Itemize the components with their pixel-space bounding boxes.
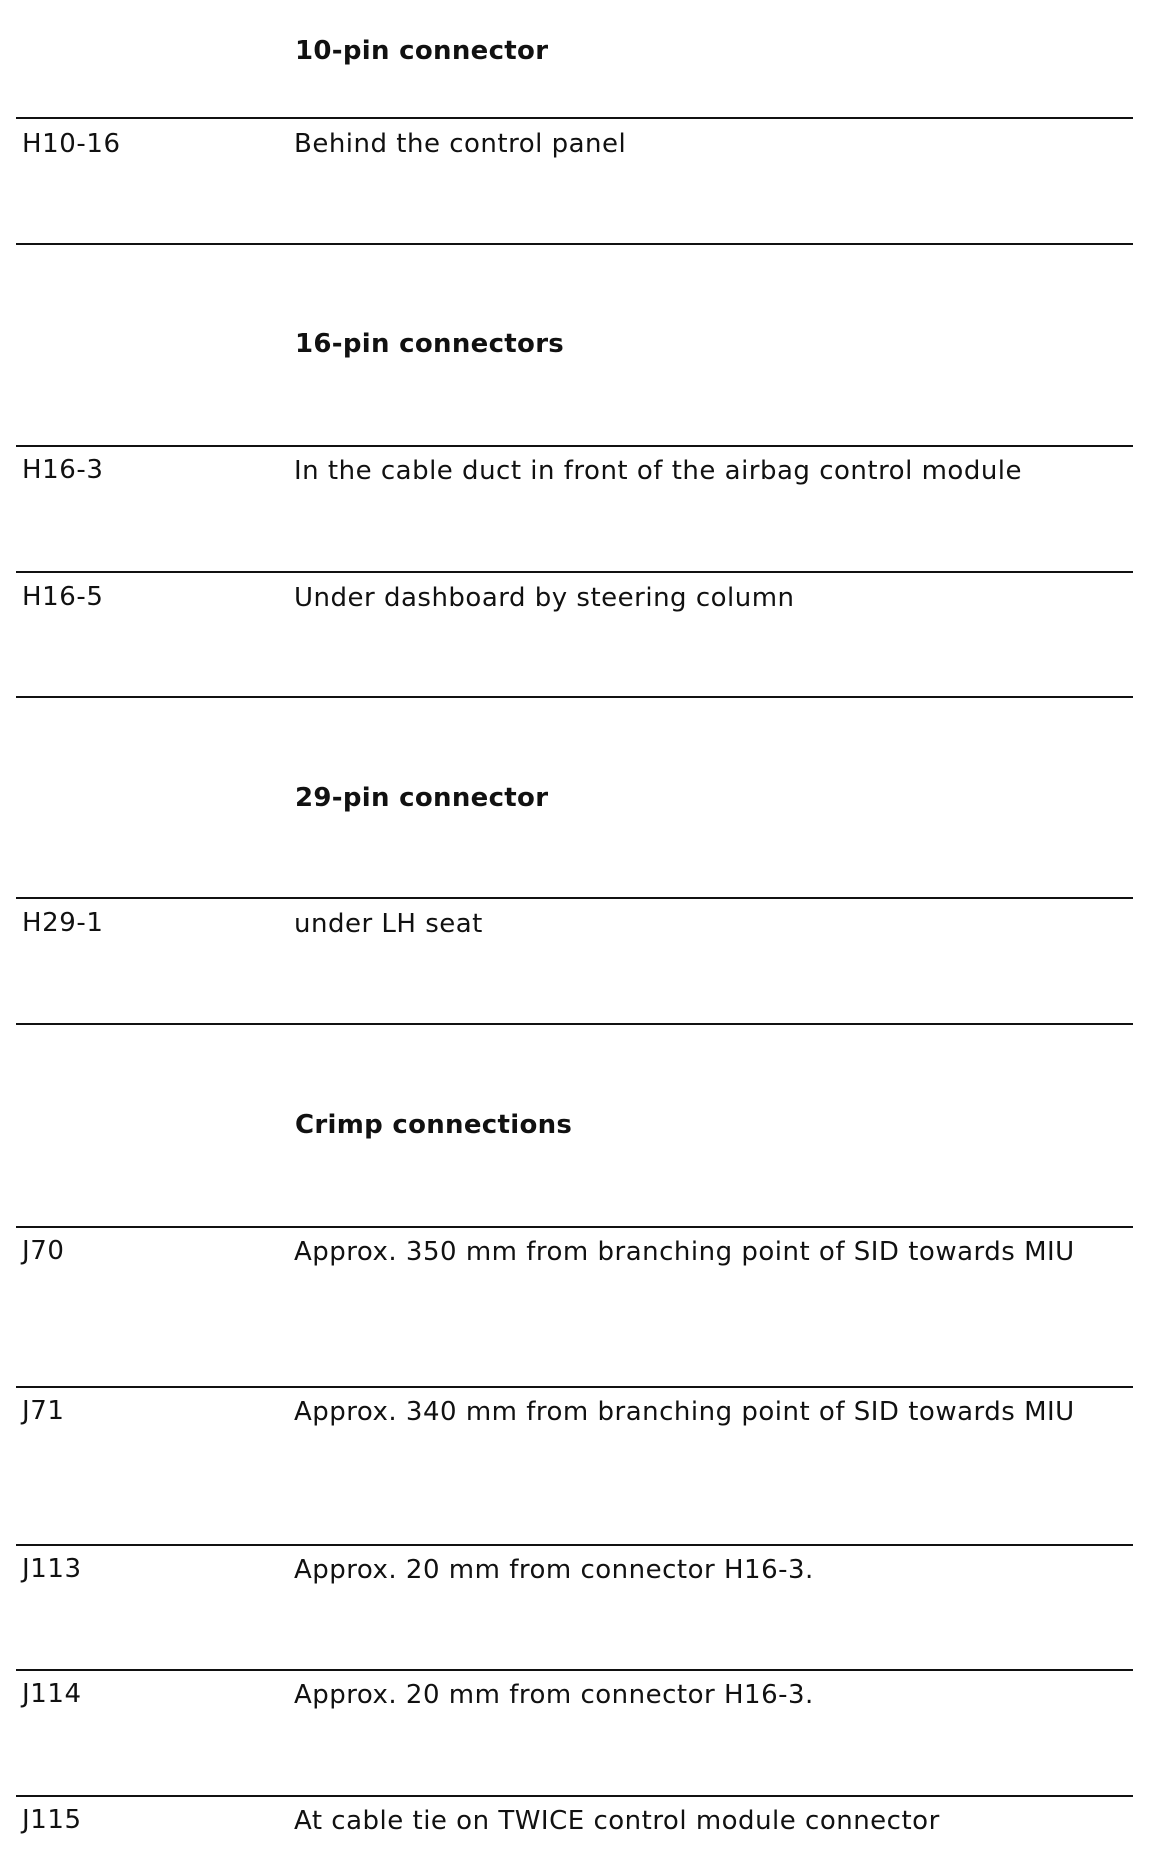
divider bbox=[16, 571, 1133, 573]
divider bbox=[16, 696, 1133, 698]
divider bbox=[16, 897, 1133, 899]
connector-code: H29-1 bbox=[22, 908, 104, 938]
connector-code: J71 bbox=[22, 1396, 65, 1426]
connector-code: J114 bbox=[22, 1679, 82, 1709]
connector-code: H16-5 bbox=[22, 582, 104, 612]
connector-code: J113 bbox=[22, 1554, 82, 1584]
section-heading-10-pin: 10-pin connector bbox=[295, 36, 549, 66]
connector-location: Approx. 20 mm from connector H16-3. bbox=[294, 1555, 814, 1585]
connector-code: H10-16 bbox=[22, 129, 121, 159]
divider bbox=[16, 1226, 1133, 1228]
connector-code: J70 bbox=[22, 1236, 65, 1266]
section-heading-crimp: Crimp connections bbox=[295, 1110, 573, 1140]
connector-location: Approx. 340 mm from branching point of SID towards MIU bbox=[294, 1397, 1075, 1427]
section-heading-16-pin: 16-pin connectors bbox=[295, 329, 565, 359]
connector-location: Under dashboard by steering column bbox=[294, 583, 795, 613]
connector-location: In the cable duct in front of the airbag control module bbox=[294, 456, 1023, 486]
divider bbox=[16, 445, 1133, 447]
connector-location: Behind the control panel bbox=[294, 129, 627, 159]
connector-location: At cable tie on TWICE control module connector bbox=[294, 1806, 940, 1836]
divider bbox=[16, 1544, 1133, 1546]
divider bbox=[16, 1795, 1133, 1797]
connector-location: under LH seat bbox=[294, 909, 483, 939]
divider bbox=[16, 1669, 1133, 1671]
connector-location: Approx. 20 mm from connector H16-3. bbox=[294, 1680, 814, 1710]
divider bbox=[16, 117, 1133, 119]
connector-location: Approx. 350 mm from branching point of SID towards MIU bbox=[294, 1237, 1075, 1267]
connector-code: J115 bbox=[22, 1805, 82, 1835]
divider bbox=[16, 243, 1133, 245]
divider bbox=[16, 1023, 1133, 1025]
divider bbox=[16, 1386, 1133, 1388]
connector-code: H16-3 bbox=[22, 455, 104, 485]
section-heading-29-pin: 29-pin connector bbox=[295, 783, 549, 813]
